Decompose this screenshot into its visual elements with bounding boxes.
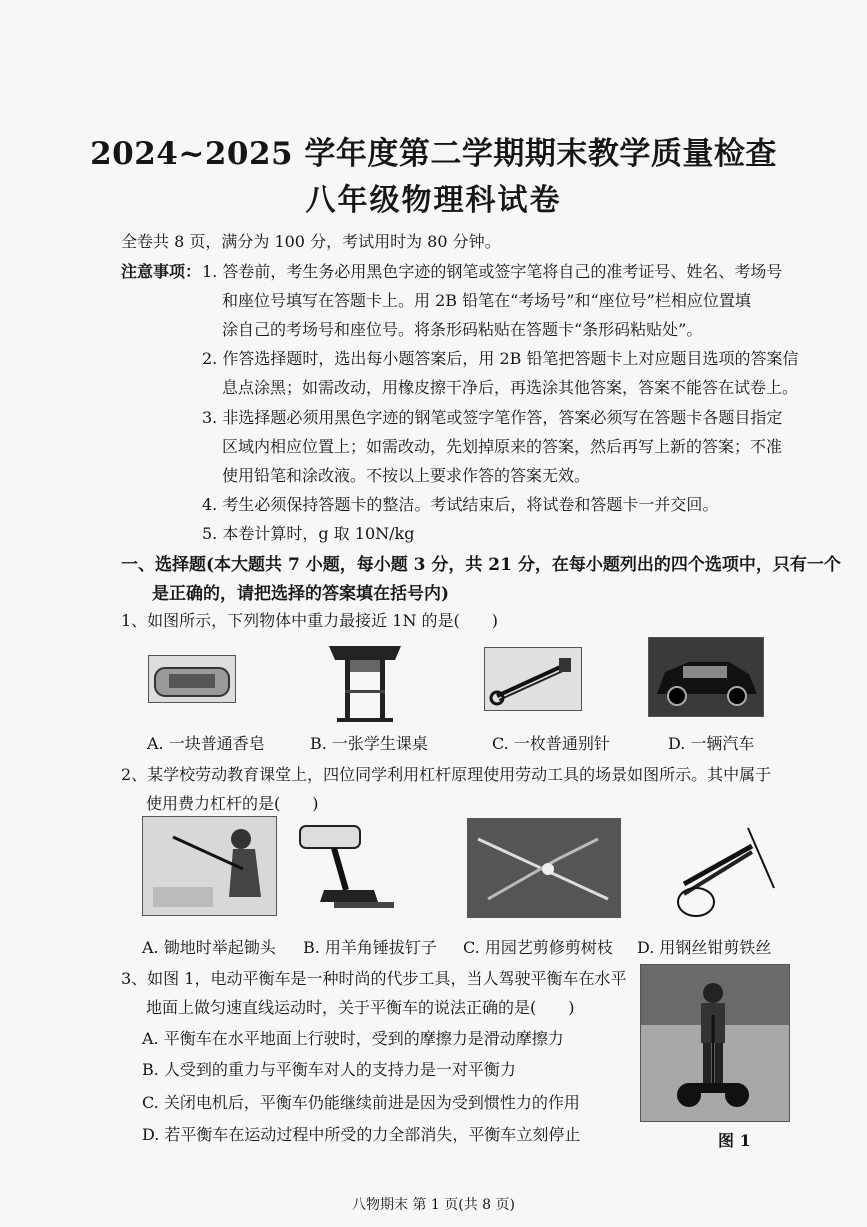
soap-image: [148, 655, 236, 703]
page-footer: 八物期末 第 1 页(共 8 页): [352, 1197, 515, 1213]
q2-option-c: C. 用园艺剪修剪树枝: [463, 938, 613, 957]
notice-line: 5. 本卷计算时，g 取 10N/kg: [202, 524, 415, 543]
claw-hammer-image: [294, 820, 402, 912]
balance-car-image: [640, 964, 790, 1122]
desk-image: [323, 638, 407, 726]
q1-option-b: B. 一张学生课桌: [310, 734, 428, 753]
garden-shears-image: [467, 818, 621, 918]
page-subtitle: 八年级物理科试卷: [305, 183, 562, 218]
notice-line: 使用铅笔和涂改液。不按以上要求作答的答案无效。: [222, 466, 591, 485]
section-heading-cont: 是正确的，请把选择的答案填在括号内): [152, 584, 450, 604]
q3-option-b: B. 人受到的重力与平衡车对人的支持力是一对平衡力: [142, 1060, 516, 1079]
q1-option-a: A. 一块普通香皂: [147, 734, 265, 753]
section-heading: 一、选择题(本大题共 7 小题，每小题 3 分，共 21 分，在每小题列出的四个选项中，只有一个: [121, 555, 841, 575]
notice-line: 1. 答卷前，考生务必用黑色字迹的钢笔或签字笔将自己的准考证号、姓名、考场号: [202, 262, 783, 281]
notice-line: 和座位号填写在答题卡上。用 2B 铅笔在“考场号”和“座位号”栏相应位置填: [222, 291, 751, 310]
wire-pliers-image: [656, 822, 782, 922]
q2-option-d: D. 用钢丝钳剪铁丝: [637, 938, 772, 957]
q1-option-c: C. 一枚普通别针: [492, 734, 610, 753]
question-3-stem: 3、如图 1，电动平衡车是一种时尚的代步工具，当人驾驶平衡车在水平: [121, 969, 627, 988]
q3-option-c: C. 关闭电机后，平衡车仍能继续前进是因为受到惯性力的作用: [142, 1093, 580, 1112]
notice-line: 息点涂黑；如需改动，用橡皮擦干净后，再选涂其他答案，答案不能答在试卷上。: [222, 378, 799, 397]
figure-1-label: 图 1: [718, 1131, 751, 1150]
q3-option-a: A. 平衡车在水平地面上行驶时，受到的摩擦力是滑动摩擦力: [142, 1029, 564, 1048]
safety-pin-image: [484, 647, 582, 711]
q2-option-b: B. 用羊角锤拔钉子: [303, 938, 437, 957]
notice-line: 涂自己的考场号和座位号。将条形码粘贴在答题卡“条形码粘贴处”。: [222, 320, 703, 339]
question-2-stem-cont: 使用费力杠杆的是( ): [146, 794, 319, 813]
question-2-stem: 2、某学校劳动教育课堂上，四位同学利用杠杆原理使用劳动工具的场景如图所示。其中属于: [121, 765, 772, 784]
car-image: [648, 637, 764, 717]
q3-option-d: D. 若平衡车在运动过程中所受的力全部消失，平衡车立刻停止: [142, 1125, 581, 1144]
notice-line: 3. 非选择题必须用黑色字迹的钢笔或签字笔作答，答案必须写在答题卡各题目指定: [202, 408, 783, 427]
intro-text: 全卷共 8 页，满分为 100 分，考试用时为 80 分钟。: [121, 232, 501, 251]
page-title: 2024~2025 学年度第二学期期末教学质量检查: [90, 136, 777, 172]
q2-option-a: A. 锄地时举起锄头: [142, 938, 276, 957]
notice-line: 4. 考生必须保持答题卡的整洁。考试结束后，将试卷和答题卡一并交回。: [202, 495, 719, 514]
notice-line: 区域内相应位置上；如需改动，先划掉原来的答案，然后再写上新的答案；不准: [222, 437, 783, 456]
notice-label: 注意事项：: [121, 262, 202, 281]
hoe-image: [142, 816, 277, 916]
q1-option-d: D. 一辆汽车: [668, 734, 755, 753]
question-1-stem: 1、如图所示，下列物体中重力最接近 1N 的是( ): [121, 611, 499, 630]
question-3-stem-cont: 地面上做匀速直线运动时，关于平衡车的说法正确的是( ): [146, 998, 575, 1017]
notice-line: 2. 作答选择题时，选出每小题答案后，用 2B 铅笔把答题卡上对应题目选项的答案信: [202, 349, 799, 368]
